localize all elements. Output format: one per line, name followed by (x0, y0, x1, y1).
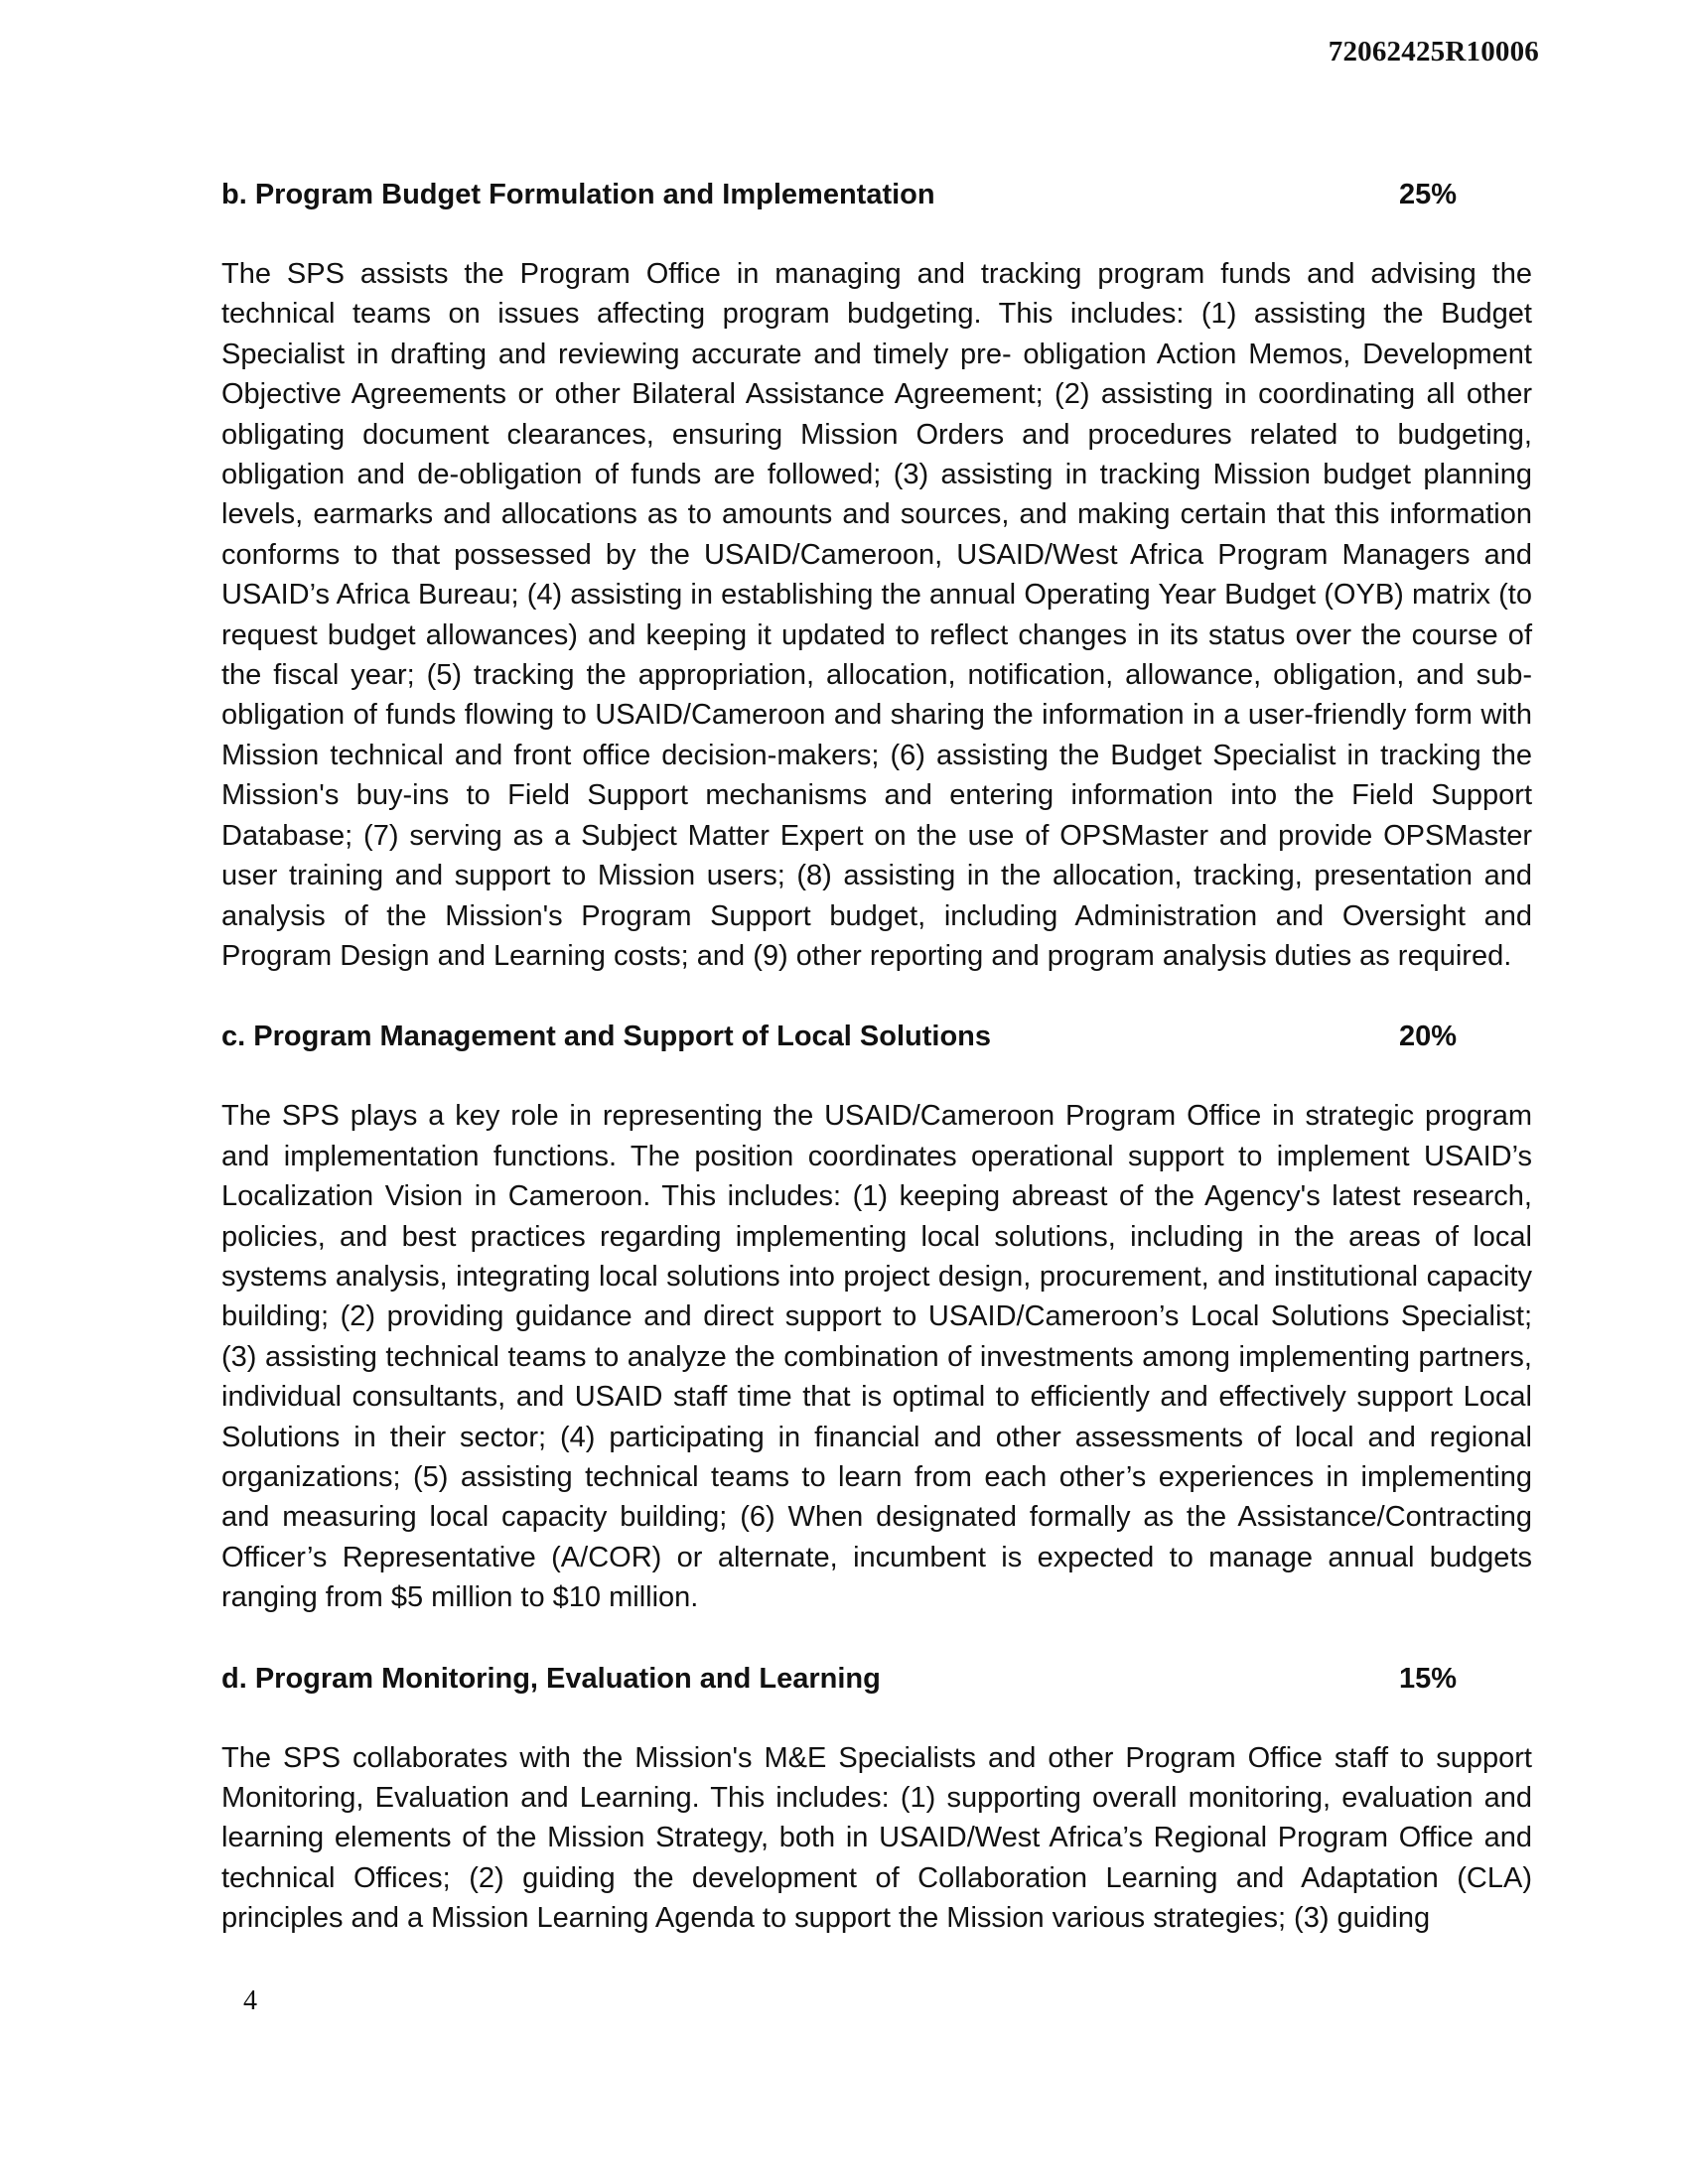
section-local-solutions (221, 1017, 1532, 1617)
section-percent: 25% (1398, 179, 1457, 210)
section-heading (221, 1017, 1532, 1056)
section-body: The SPS plays a key role in representing the USAID/Cameroon Program Office in strategic program and implementation functions. The position coordinates operational support to implement USAID’s Localization Vision in Cameroon. This includes: (1) keeping abreast of the Agency's latest research, policies, and best practices regarding implementing local solutions, including in the areas of local systems analysis, integrating local solutions into project design, procurement, and institutional capacity building; (2) providing guidance and direct support to USAID/Cameroon’s Local Solutions Specialist; (3) assisting technical teams to analyze the combination of investments among implementing partners, individual consultants, and USAID staff time that is optimal to efficiently and effectively support Local Solutions in their sector; (4) participating in financial and other assessments of local and regional organizations; (5) assisting technical teams to learn from each other’s experiences in implementing and measuring local capacity building; (6) When designated formally as the Assistance/Contracting Officer’s Representative (A/COR) or alternate, incumbent is expected to manage annual budgets ranging from $5 million to $10 million. (221, 1100, 1532, 1614)
section-body: The SPS assists the Program Office in managing and tracking program funds and advising the technical teams on issues affecting program budgeting. This includes: (1) assisting the Budget Specialist in drafting and reviewing accurate and timely pre- obligation Action Memos, Development Objective Agreements or other Bilateral Assistance Agreement; (2) assisting in coordinating all other obligating document clearances, ensuring Mission Orders and procedures related to budgeting, obligation and de-obligation of funds are followed; (3) assisting in tracking Mission budget planning levels, earmarks and allocations as to amounts and sources, and making certain that this information conforms to that possessed by the USAID/Cameroon, USAID/West Africa Program Managers and USAID’s Africa Bureau; (4) assisting in establishing the annual Operating Year Budget (OYB) matrix (to request budget allowances) and keeping it updated to reflect changes in its status over the course of the fiscal year; (5) tracking the appropriation, allocation, notification, allowance, obligation, and sub- obligation of funds flowing to USAID/Cameroon and sharing the information in a user-friendly form with Mission technical and front office decision-makers; (6) assisting the Budget Specialist in tracking the Mission's buy-ins to Field Support mechanisms and entering information into the Field Support Database; (7) serving as a Subject Matter Expert on the use of OPSMaster and provide OPSMaster user training and support to Mission users; (8) assisting in the allocation, tracking, presentation and analysis of the Mission's Program Support budget, including Administration and Oversight and Program Design and Learning costs; and (9) other reporting and program analysis duties as required. (221, 258, 1532, 972)
section-title: c. Program Management and Support of Local Solutions (221, 1021, 992, 1053)
section-percent: 15% (1398, 1662, 1457, 1695)
section-heading (221, 175, 1532, 214)
section-body: The SPS collaborates with the Mission's M&E Specialists and other Program Office staff to support Monitoring, Evaluation and Learning. This includes: (1) supporting overall monitoring, evaluation and learning elements of the Mission Strategy, both in USAID/West Africa’s Regional Program Office and technical Offices; (2) guiding the development of Collaboration Learning and Adaptation (CLA) principles and a Mission Learning Agenda to support the Mission various strategies; (3) guiding (221, 1741, 1532, 1935)
section-heading (221, 1659, 1532, 1699)
page-content (221, 175, 1532, 1979)
section-title: b. Program Budget Formulation and Implementation (221, 179, 935, 210)
document-number: 72062425R10006 (1328, 36, 1539, 68)
section-budget-formulation (221, 175, 1532, 976)
section-title: d. Program Monitoring, Evaluation and Learning (221, 1662, 881, 1695)
section-percent: 20% (1398, 1021, 1457, 1053)
page-number: 4 (243, 1985, 257, 2016)
section-monitoring-evaluation (221, 1659, 1532, 1939)
